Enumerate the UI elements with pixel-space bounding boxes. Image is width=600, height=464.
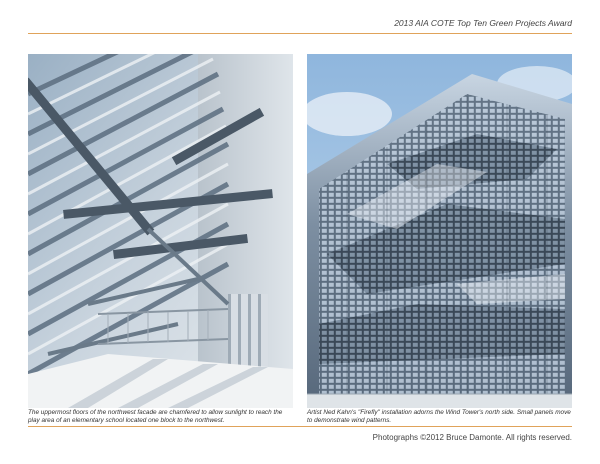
right-photo-caption: Artist Ned Kahn's "Firefly" installation adorns the Wind Tower's north side. Small panels move to demonstrate wind patterns. [307,409,571,424]
chamfered-facade-photo [28,54,293,408]
photo-credit: Photographs ©2012 Bruce Damonte. All rights reserved. [372,433,572,442]
document-title: 2013 AIA COTE Top Ten Green Projects Award [394,18,572,28]
wind-tower-photo [307,54,572,408]
header-rule [28,33,572,34]
left-photo-caption: The uppermost floors of the northwest facade are chamfered to allow sunlight to reach the play area of an elementary school located one block to the northwest. [28,409,283,424]
footer-rule [28,426,572,427]
